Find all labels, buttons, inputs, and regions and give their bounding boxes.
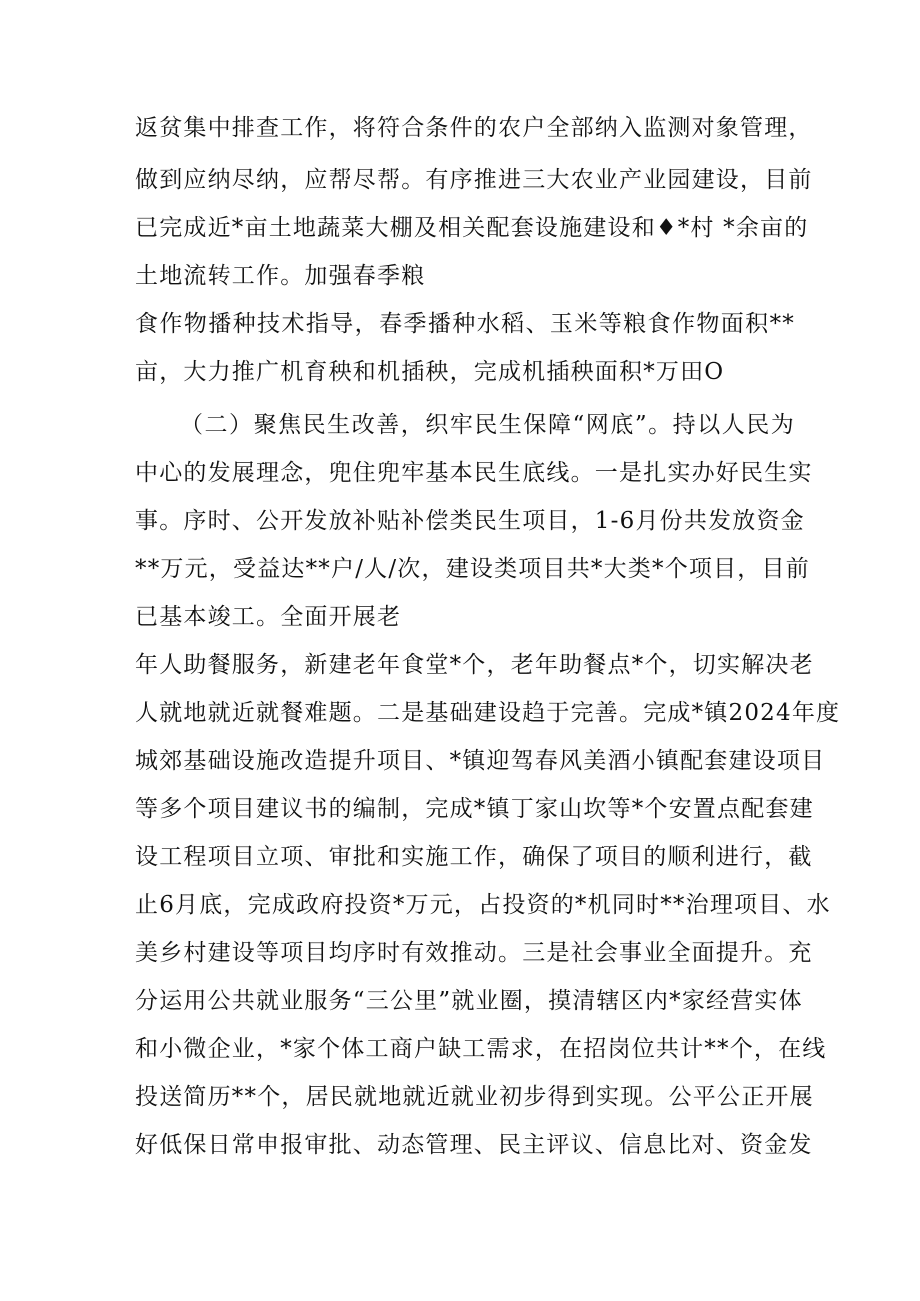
text-line-22: 好低保日常申报审批、动态管理、民主评议、信息比对、资金发	[135, 1132, 813, 1158]
text-line-11: 已基本竣工。全面开展老	[135, 604, 402, 630]
text-line-12: 年人助餐服务，新建老年食堂*个，老年助餐点*个，切实解决老	[135, 652, 814, 678]
text-line-21: 投送简历**个，居民就地就近就业初步得到实现。公平公正开展	[135, 1084, 814, 1110]
text-line-3: 已完成近*亩土地蔬菜大棚及相关配套设施建设和♦*村 *余亩的	[135, 215, 809, 241]
section-heading-line: （二）聚焦民生改善，织牢民生保障“网底”。持以人民为	[180, 412, 795, 438]
text-line-2: 做到应纳尽纳，应帮尽帮。有序推进三大农业产业园建设，目前	[135, 167, 813, 193]
text-line-18: 美乡村建设等项目均序时有效推动。三是社会事业全面提升。充	[135, 940, 813, 966]
text-line-20: 和小微企业，*家个体工商户缺工需求，在招岗位共计**个，在线	[135, 1036, 827, 1062]
text-line-16: 设工程项目立项、审批和实施工作，确保了项目的顺利进行，截	[135, 844, 813, 870]
text-line-5: 食作物播种技术指导，春季播种水稻、玉米等粮食作物面积**	[135, 311, 795, 337]
text-line-8: 中心的发展理念，兜住兜牢基本民生底线。一是扎实办好民生实	[135, 460, 813, 486]
text-line-15: 等多个项目建议书的编制，完成*镇丁家山坎等*个安置点配套建	[135, 796, 814, 822]
text-line-17: 止6月底，完成政府投资*万元，占投资的*机同时**治理项目、水	[135, 892, 831, 918]
text-line-10: **万元，受益达**户/人/次，建设类项目共*大类*个项目，目前	[135, 556, 810, 582]
text-line-14: 城郊基础设施改造提升项目、*镇迎驾春风美酒小镇配套建设项目	[135, 748, 826, 774]
text-line-6: 亩，大力推广机育秧和机插秧，完成机插秧面积*万田O	[135, 359, 725, 385]
text-line-19: 分运用公共就业服务“三公里”就业圈，摸清辖区内*家经营实体	[135, 988, 803, 1014]
text-line-13: 人就地就近就餐难题。二是基础建设趋于完善。完成*镇2024年度	[135, 700, 841, 726]
text-line-9: 事。序时、公开发放补贴补偿类民生项目，1-6月份共发放资金	[135, 508, 805, 534]
text-line-1: 返贫集中排查工作，将符合条件的农户全部纳入监测对象管理，	[135, 115, 813, 141]
text-line-4: 土地流转工作。加强春季粮	[135, 263, 426, 289]
